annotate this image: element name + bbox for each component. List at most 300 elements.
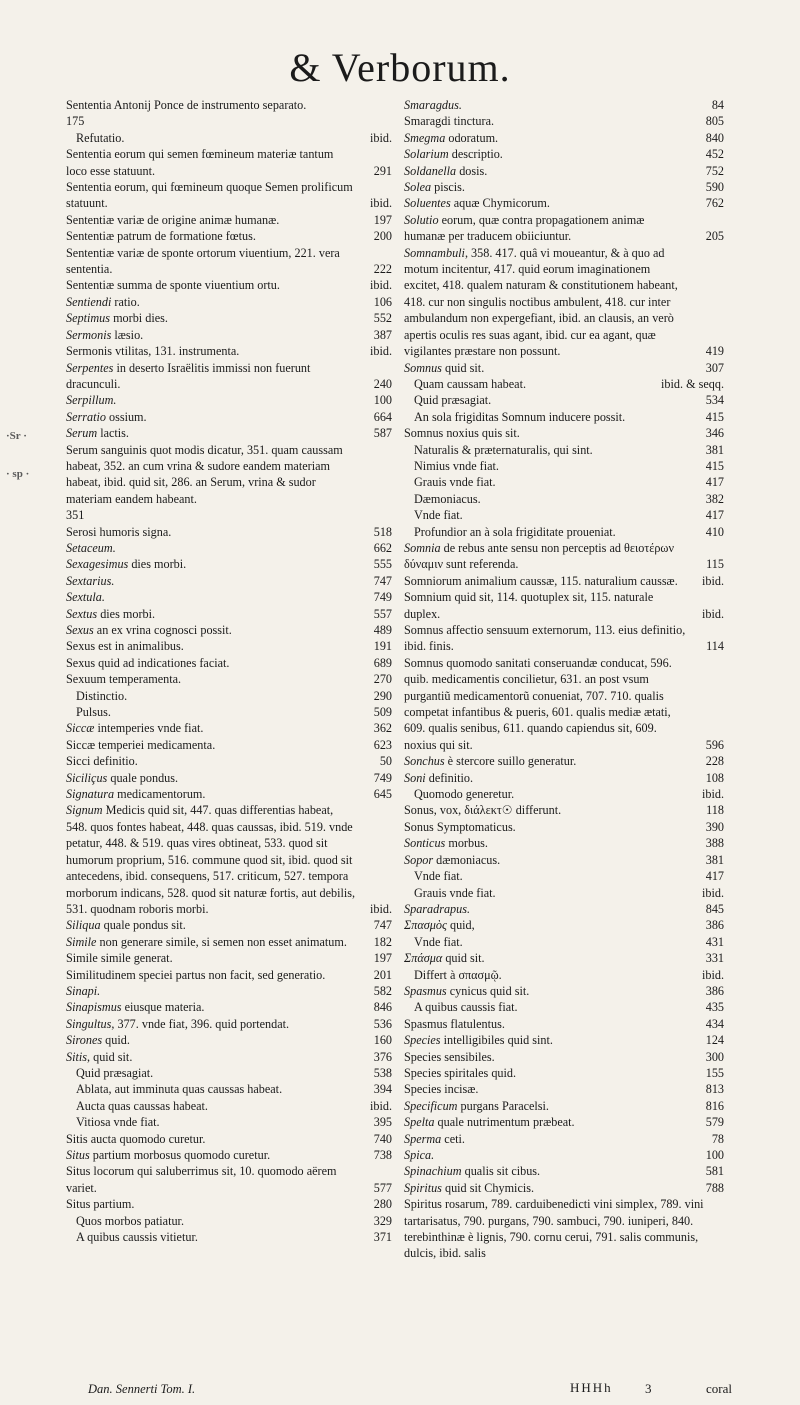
entry-text (66, 228, 392, 244)
entry-page-ref: 623 (373, 737, 392, 752)
entry-text (404, 425, 724, 441)
entry-page-ref: 351 (66, 508, 85, 523)
entry-page-ref: 114 (706, 639, 724, 654)
entry-page-ref: 518 (373, 524, 392, 539)
index-entry (404, 983, 724, 999)
entry-description: eiusque materia. (121, 1000, 205, 1015)
entry-keyword: Sextarius. (66, 573, 115, 588)
entry-text (66, 524, 392, 540)
entry-text (404, 573, 724, 589)
index-entry (404, 753, 724, 769)
index-entry (404, 1098, 724, 1114)
entry-text (414, 868, 724, 884)
entry-page-ref: 590 (705, 180, 724, 195)
index-entry (404, 360, 724, 376)
entry-text (66, 1016, 392, 1032)
index-entry (404, 491, 724, 507)
entry-text (76, 1098, 392, 1114)
margin-note-1: ·Sr · (6, 430, 27, 442)
index-entry (404, 97, 724, 113)
entry-description: quid sit Chymicis. (441, 1180, 535, 1195)
index-entry (66, 425, 392, 441)
index-entry (66, 786, 392, 802)
index-entry (404, 999, 724, 1015)
entry-description: Smaragdi tinctura. (404, 114, 495, 129)
entry-text (66, 179, 392, 212)
entry-description: Sonus, vox, διάλεκτ☉ differunt. (404, 803, 562, 818)
entry-description: Spiritus rosarum, 789. carduibenedicti vini simplex, 789. vini tartarisatus, 790. purgans, 790. sambuci, 790. iuniperi, 840. terebinthinæ è lignis, 790. cornu cerui, 791. salis communis, dulcis, ibid. salis (404, 1197, 704, 1261)
entry-text (66, 720, 392, 736)
entry-text (404, 1049, 724, 1065)
entry-page-ref: 740 (373, 1131, 392, 1146)
entry-page-ref: ibid. (369, 1098, 392, 1113)
entry-page-ref: 417 (705, 508, 724, 523)
entry-page-ref: 415 (705, 458, 724, 473)
entry-keyword: Spinachium (404, 1164, 462, 1179)
entry-keyword: Sextula. (66, 590, 105, 605)
index-entry (404, 212, 724, 245)
entry-page-ref: 747 (373, 573, 392, 588)
entry-text (404, 163, 724, 179)
entry-page-ref: 106 (373, 294, 392, 309)
index-entry (66, 409, 392, 425)
entry-description: Quos morbos patiatur. (76, 1213, 184, 1228)
index-entry (66, 704, 392, 720)
entry-page-ref: ibid. (369, 901, 392, 916)
entry-description: quale pondus. (107, 770, 179, 785)
index-entry (66, 1114, 392, 1130)
entry-description: Sententiæ variæ de origine animæ humanæ. (66, 212, 280, 227)
entry-keyword: Species (404, 1033, 441, 1048)
entry-text (66, 360, 392, 393)
index-entry (404, 917, 724, 933)
entry-keyword: Spasmus (404, 983, 447, 998)
entry-description: eorum, quæ contra propagationem animæ humanæ per traducem obiiciuntur. (404, 212, 645, 244)
entry-description: Differt à σπασμῷ. (414, 967, 502, 982)
entry-page-ref: 115 (706, 557, 724, 572)
entry-page-ref: 747 (373, 918, 392, 933)
entry-keyword: Specificum (404, 1098, 458, 1113)
index-entry (66, 737, 392, 753)
entry-page-ref: 434 (705, 1016, 724, 1031)
entry-keyword: Spelta (404, 1115, 435, 1130)
entry-text (404, 589, 724, 622)
entry-keyword: Solarium (404, 147, 449, 162)
entry-description: Species spiritales quid. (404, 1065, 517, 1080)
entry-text (66, 245, 392, 278)
index-entry (66, 606, 392, 622)
index-entry (404, 474, 724, 490)
entry-page-ref: 664 (373, 409, 392, 424)
entry-text (66, 327, 392, 343)
entry-page-ref: 417 (705, 475, 724, 490)
entry-page-ref: 415 (705, 409, 724, 424)
entry-page-ref: ibid. (369, 130, 392, 145)
entry-description: Species incisæ. (404, 1082, 479, 1097)
entry-description: dosis. (456, 163, 488, 178)
entry-text (66, 310, 392, 326)
footer-signature-number: 3 (645, 1381, 652, 1396)
entry-page-ref: 381 (705, 442, 724, 457)
entry-page-ref: 395 (373, 1115, 392, 1130)
entry-page-ref: ibid. (369, 344, 392, 359)
index-entry (404, 786, 724, 802)
entry-description: Ablata, aut imminuta quas caussas habeat. (76, 1082, 283, 1097)
entry-keyword: Simile (66, 934, 97, 949)
entry-description: Species sensibiles. (404, 1049, 495, 1064)
entry-keyword: Sermonis (66, 327, 112, 342)
entry-text (76, 688, 392, 704)
entry-description: Refutatio. (76, 130, 125, 145)
index-entry (404, 1016, 724, 1032)
entry-page-ref: 240 (373, 376, 392, 391)
entry-keyword: Solutio (404, 212, 439, 227)
entry-description: Nimius vnde fiat. (414, 458, 499, 473)
entry-text (404, 130, 724, 146)
entry-text (66, 1032, 392, 1048)
entry-text (404, 245, 724, 360)
index-entry (404, 113, 724, 129)
entry-text (404, 1180, 724, 1196)
entry-text (404, 802, 724, 818)
entry-text (414, 524, 724, 540)
entry-text (404, 770, 724, 786)
index-entry (404, 819, 724, 835)
entry-text (66, 97, 392, 113)
index-entry (66, 589, 392, 605)
entry-page-ref: 417 (705, 869, 724, 884)
entry-description: A quibus caussis vitietur. (76, 1230, 198, 1245)
entry-page-ref: 280 (373, 1197, 392, 1212)
entry-text (404, 819, 724, 835)
index-entry (404, 1114, 724, 1130)
entry-text (66, 753, 392, 769)
index-entry (404, 770, 724, 786)
entry-description: morbus. (445, 836, 488, 851)
entry-text (66, 770, 392, 786)
entry-description: Somniorum animalium caussæ, 115. naturalium caussæ. (404, 573, 678, 588)
entry-text (66, 967, 392, 983)
index-entry (66, 556, 392, 572)
entry-text (66, 540, 392, 556)
entry-text (404, 97, 724, 113)
entry-text (66, 950, 392, 966)
entry-keyword: Spica. (404, 1148, 435, 1162)
index-entry (66, 1131, 392, 1147)
entry-text (414, 885, 724, 901)
entry-page-ref: 205 (705, 229, 724, 244)
entry-page-ref: 346 (705, 426, 724, 441)
entry-keyword: Somnus (404, 360, 442, 375)
entry-description: odoratum. (445, 130, 499, 145)
index-entry (404, 179, 724, 195)
entry-page-ref: 50 (379, 754, 392, 769)
entry-description: Situs locorum qui saluberrimus sit, 10. quomodo aërem variet. (66, 1164, 337, 1195)
entry-page-ref: 489 (373, 623, 392, 637)
index-entry (66, 1098, 392, 1114)
entry-text (404, 852, 724, 868)
entry-description: An sola frigiditas Somnum inducere possit. (414, 409, 626, 424)
entry-text (404, 917, 724, 933)
entry-description: Sententiæ variæ de sponte ortorum viuentium, 221. vera sententia. (66, 245, 340, 277)
entry-page-ref: 587 (373, 426, 392, 441)
index-entry (66, 1213, 392, 1229)
entry-text (404, 1163, 724, 1179)
index-entry (66, 327, 392, 343)
entry-page-ref: 388 (705, 836, 724, 851)
index-entry (404, 458, 724, 474)
entry-page-ref: 538 (373, 1065, 392, 1080)
index-entry (404, 507, 724, 523)
entry-description: ceti. (441, 1131, 465, 1146)
entry-text (76, 1229, 392, 1245)
right-column (404, 97, 724, 1262)
entry-text (66, 409, 392, 425)
entry-description: Somnus noxius quis sit. (404, 426, 520, 441)
entry-description: ratio. (111, 294, 140, 309)
index-entry (404, 1131, 724, 1147)
entry-text (404, 1196, 724, 1262)
entry-page-ref: 182 (373, 934, 392, 949)
index-entry (66, 934, 392, 950)
entry-description: Sonus Symptomaticus. (404, 819, 516, 834)
index-entry (66, 212, 392, 228)
index-entry (66, 720, 392, 736)
index-entry (404, 1065, 724, 1081)
entry-text (414, 967, 724, 983)
entry-description: Medicis quid sit, 447. quas differentias habeat, 548. quos fontes habeat, 448. quas caussas, ibid. 519. vnde petatur, 448. & 519. quas vires obtineat, 533. quod sit humorum proprium, 516. commune quod sit, ibid. quod sit antecedens, ibid. consequens, 517. criticum, 527. tempora morborum indicans, 528. quod sit naturæ fortis, aut debilis, 531. quodnam roboris morbi. (66, 803, 356, 916)
entry-text (76, 704, 392, 720)
index-entry (66, 1229, 392, 1245)
entry-keyword: Sinapi. (66, 983, 101, 998)
entry-description: Sexus quid ad indicationes faciat. (66, 655, 230, 670)
entry-page-ref: 816 (705, 1098, 724, 1113)
entry-text (66, 655, 392, 671)
index-entry (66, 622, 392, 638)
entry-page-ref: ibid. (701, 606, 724, 621)
index-entry (404, 1147, 724, 1163)
entry-description: è stercore suillo generatur. (444, 754, 577, 769)
entry-text (404, 113, 724, 129)
index-entry (404, 802, 724, 818)
entry-keyword: Siccæ (66, 721, 95, 736)
entry-page-ref: 788 (705, 1180, 724, 1195)
entry-text (66, 622, 392, 638)
entry-page-ref: 452 (705, 147, 724, 162)
entry-description: Dæmoniacus. (414, 491, 481, 506)
entry-description: Sitis aucta quomodo curetur. (66, 1131, 206, 1146)
entry-keyword: Smegma (404, 130, 446, 145)
entry-text (414, 474, 724, 490)
entry-page-ref: 762 (705, 196, 724, 211)
index-entry (404, 1032, 724, 1048)
index-entry (66, 671, 392, 687)
index-entry (404, 540, 724, 573)
index-entry (66, 1163, 392, 1196)
entry-keyword: Sonchus (404, 754, 445, 769)
index-entry (66, 360, 392, 393)
entry-keyword: Σπασμὸς (404, 918, 447, 933)
entry-description: Naturalis & præternaturalis, qui sint. (414, 442, 593, 457)
entry-keyword: Siciliçus (66, 770, 108, 785)
entry-text (414, 786, 724, 802)
index-entry (66, 130, 392, 146)
entry-description: lactis. (97, 426, 129, 441)
entry-description: an ex vrina cognosci possit. (93, 623, 232, 637)
entry-keyword: Serum (66, 426, 98, 441)
index-entry (404, 934, 724, 950)
entry-description: Serum sanguinis quot modis dicatur, 351. quam caussam habeat, 352. an cum vrina & sudore eandem materiam habeat, ibid. quid sit, 286. an Serum, vrina & sudor materiam eandem habeant. (66, 442, 343, 506)
index-entry (66, 179, 392, 212)
entry-keyword: Sparadrapus. (404, 901, 471, 916)
index-entry (404, 1196, 724, 1262)
index-entry (66, 1016, 392, 1032)
index-entry (66, 1065, 392, 1081)
entry-text (66, 999, 392, 1015)
entry-text (66, 212, 392, 228)
index-entry (66, 245, 392, 278)
entry-text (66, 638, 392, 654)
entry-page-ref: 291 (373, 163, 392, 178)
entry-description: morbi dies. (110, 311, 168, 326)
index-entry (66, 688, 392, 704)
entry-description: intemperies vnde fiat. (94, 721, 204, 736)
entry-description: , 377. vnde fiat, 396. quid portendat. (111, 1016, 290, 1031)
entry-keyword: Sonticus (404, 836, 446, 851)
entry-page-ref: 536 (373, 1016, 392, 1031)
index-entry (66, 343, 392, 359)
entry-description: Sententia eorum qui semen fœmineum materiæ tantum loco esse statuunt. (66, 147, 334, 178)
entry-description: quid, (446, 918, 475, 933)
entry-page-ref: 197 (373, 212, 392, 227)
entry-page-ref: 813 (705, 1082, 724, 1097)
entry-text (414, 999, 724, 1015)
index-entry (66, 638, 392, 654)
entry-page-ref: 270 (373, 672, 392, 687)
entry-page-ref: 191 (373, 639, 392, 654)
entry-page-ref: 362 (373, 721, 392, 736)
entry-page-ref: 160 (373, 1033, 392, 1048)
entry-keyword: Serratio (66, 409, 106, 424)
footer-signature: HHHh (570, 1380, 613, 1395)
entry-keyword: Septimus (66, 311, 111, 326)
entry-description: in deserto Israëlitis immissi non fuerunt dracunculi. (66, 360, 311, 391)
entry-description: læsio. (111, 327, 144, 342)
entry-keyword: Soluentes (404, 196, 451, 211)
entry-page-ref: 331 (705, 951, 724, 966)
entry-keyword: Soni (404, 770, 426, 785)
entry-description: Grauis vnde fiat. (414, 885, 496, 900)
entry-text (404, 1147, 724, 1163)
entry-keyword: Somnambuli (404, 245, 465, 260)
entry-keyword: Situs (66, 1148, 90, 1162)
entry-description: Somnium quid sit, 114. quotuplex sit, 115. naturale duplex. (404, 590, 654, 621)
entry-page-ref: 662 (373, 540, 392, 555)
entry-page-ref: 175 (66, 114, 85, 129)
entry-description: Sexuum temperamenta. (66, 672, 182, 687)
entry-keyword: Somnia (404, 540, 441, 555)
entry-page-ref: 749 (373, 770, 392, 785)
index-entry (404, 442, 724, 458)
entry-description: Profundior an à sola frigiditate proueniat. (414, 524, 616, 539)
entry-description: Vnde fiat. (414, 508, 463, 523)
entry-page-ref: 752 (705, 163, 724, 178)
entry-text (404, 655, 724, 753)
index-entry (66, 524, 392, 540)
index-entry (404, 376, 724, 392)
entry-text (404, 983, 724, 999)
entry-page-ref: 749 (373, 590, 392, 605)
entry-description: Somnus quomodo sanitati conseruandæ conducat, 596. quib. medicamentis concilietur, 631. an post vsum purgantiũ medicamentorũ conueniat, 707. 710. qualis competat infantibus & pueris, 601. qualis mediæ ætati, 609. qualis senibus, 611. quando capiendus sit, 609. noxius qui sit. (404, 655, 672, 752)
entry-description: A quibus caussis fiat. (414, 1000, 518, 1015)
index-entry (404, 524, 724, 540)
entry-text (66, 1131, 392, 1147)
entry-description: Somnus affectio sensuum externorum, 113. eius definitio, ibid. finis. (404, 623, 686, 654)
entry-page-ref: 200 (373, 229, 392, 244)
entry-description: Similitudinem speciei partus non facit, sed generatio. (66, 967, 326, 982)
entry-page-ref: 846 (373, 1000, 392, 1015)
entry-page-ref: 552 (373, 311, 392, 326)
entry-page-ref: ibid. (369, 278, 392, 293)
entry-text (404, 360, 724, 376)
index-entry (66, 983, 392, 999)
index-entry (66, 294, 392, 310)
entry-keyword: Singultus (66, 1016, 112, 1031)
index-entry (404, 852, 724, 868)
entry-page-ref: 100 (373, 393, 392, 408)
index-entry (66, 442, 392, 524)
entry-page-ref: 329 (373, 1213, 392, 1228)
entry-description: Sermonis vtilitas, 131. instrumenta. (66, 344, 240, 359)
entry-description: dies morbi. (97, 606, 156, 621)
index-entry (66, 950, 392, 966)
index-entry (66, 917, 392, 933)
entry-description: cynicus quid sit. (446, 983, 530, 998)
entry-description: descriptio. (448, 147, 503, 162)
entry-page-ref: 386 (705, 983, 724, 998)
entry-description: Distinctio. (76, 688, 128, 703)
entry-description: piscis. (431, 180, 465, 195)
entry-text (76, 130, 392, 146)
entry-text (404, 622, 724, 655)
index-entry (66, 1196, 392, 1212)
entry-description: Vitiosa vnde fiat. (76, 1115, 160, 1130)
entry-description: Grauis vnde fiat. (414, 475, 496, 490)
index-entry (404, 425, 724, 441)
entry-description: , 358. 417. quâ vi moueantur, & à quo ad motum incitentur, 417. quid eorum imaginationem excitet, 418. qualem naturam & constitutionem habeant, 418. cur non singulis noctibus ambulent, 418. cur inter ambulandum non expergefiant, ibid. an clausis, an verò apertis oculis res suas agant, ibid. cur ea agant, quæ vigilantes præstare non possunt. (404, 245, 678, 359)
entry-page-ref: 118 (706, 803, 724, 818)
entry-text (66, 277, 392, 293)
entry-page-ref: 557 (373, 606, 392, 621)
entry-description: Aucta quas caussas habeat. (76, 1098, 208, 1113)
entry-description: Sententiæ summa de sponte viuentium ortu. (66, 278, 280, 293)
entry-page-ref: 300 (705, 1049, 724, 1064)
index-entry (404, 195, 724, 211)
entry-keyword: Sextus (66, 606, 98, 621)
entry-description: quale nutrimentum præbeat. (434, 1115, 575, 1130)
entry-page-ref: ibid. (701, 885, 724, 900)
entry-text (76, 1114, 392, 1130)
index-entry (404, 1163, 724, 1179)
entry-description: Sicci definitio. (66, 754, 138, 769)
entry-description: definitio. (425, 770, 474, 785)
entry-page-ref: 390 (705, 819, 724, 834)
entry-page-ref: 509 (373, 705, 392, 720)
index-entry (404, 245, 724, 360)
entry-text (76, 1081, 392, 1097)
entry-page-ref: 596 (705, 737, 724, 752)
entry-keyword: Setaceum. (66, 540, 116, 555)
